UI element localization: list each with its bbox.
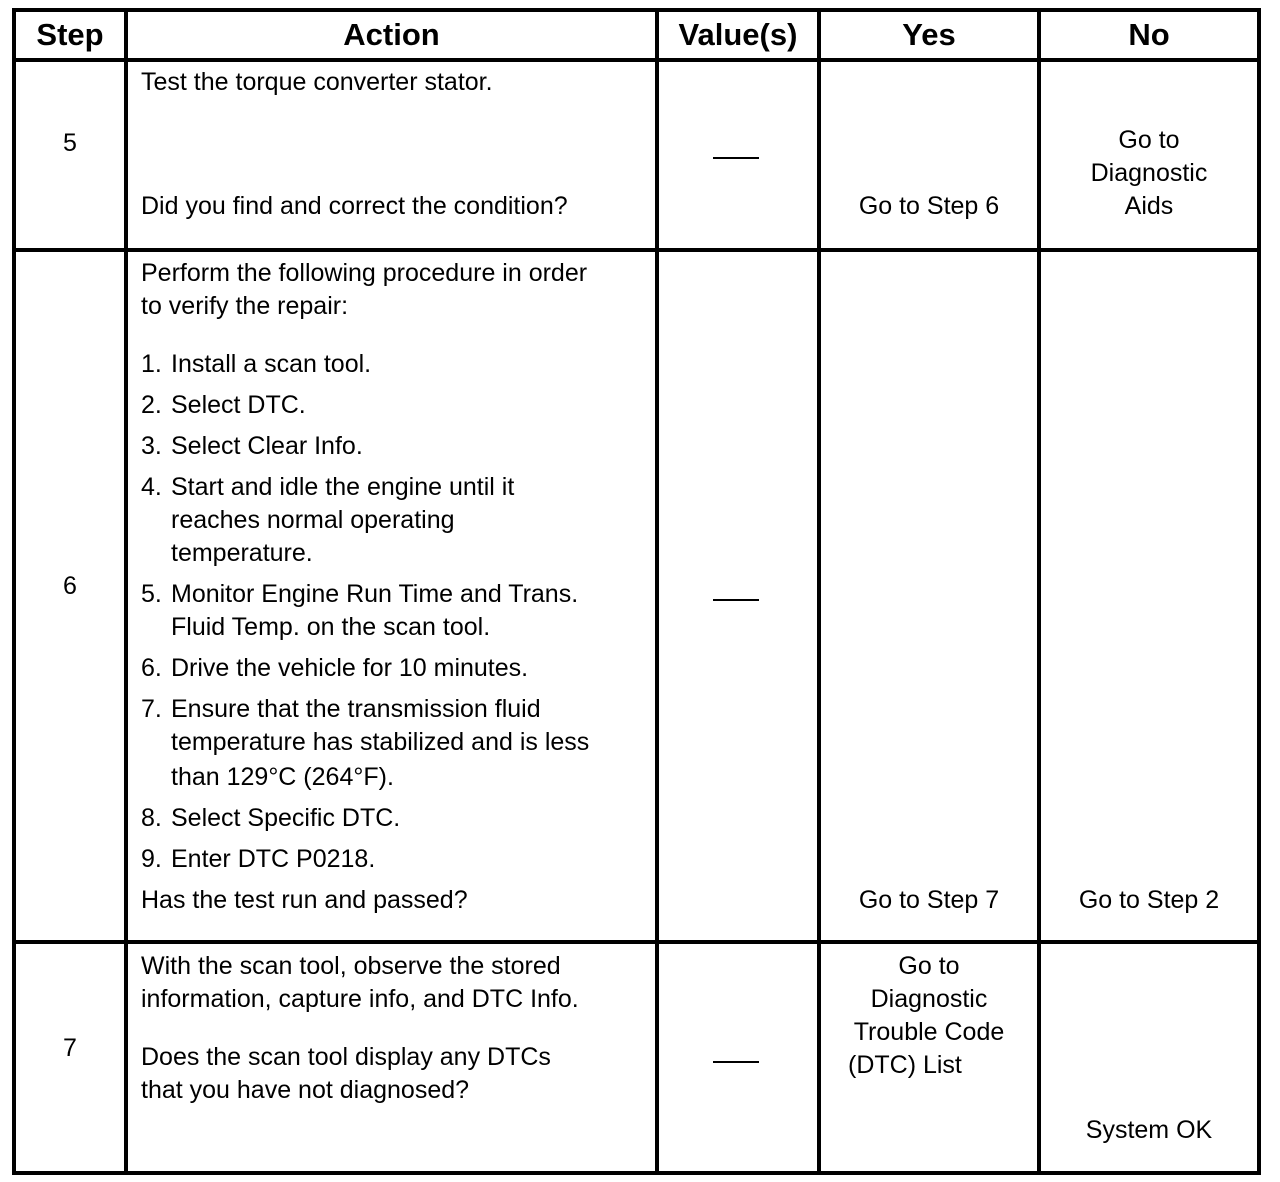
procedure-step-text: Select DTC. bbox=[171, 391, 306, 419]
procedure-step-number: 1. bbox=[141, 350, 162, 378]
action-question: Does the scan tool display any DTCs bbox=[141, 1043, 551, 1071]
action-text: information, capture info, and DTC Info. bbox=[141, 985, 579, 1013]
no-cell-line: Aids bbox=[1124, 192, 1174, 220]
procedure-step-number: 5. bbox=[141, 580, 162, 608]
header-yes: Yes bbox=[902, 17, 956, 52]
header-no: No bbox=[1128, 17, 1170, 52]
no-cell-line: Go to bbox=[1118, 126, 1180, 154]
action-question: that you have not diagnosed? bbox=[141, 1076, 470, 1104]
procedure-step-number: 4. bbox=[141, 473, 162, 501]
no-cell-line: Diagnostic bbox=[1090, 159, 1208, 187]
action-intro-line: to verify the repair: bbox=[141, 292, 349, 320]
procedure-step-number: 8. bbox=[141, 804, 162, 832]
column-divider bbox=[655, 12, 659, 1171]
step-number: 6 bbox=[63, 572, 77, 600]
column-divider bbox=[124, 12, 128, 1171]
row-divider bbox=[16, 248, 1257, 252]
procedure-step-text: reaches normal operating bbox=[171, 506, 455, 534]
action-question: Did you find and correct the condition? bbox=[141, 192, 568, 220]
procedure-step-text: Monitor Engine Run Time and Trans. bbox=[171, 580, 579, 608]
procedure-step-text: temperature has stabilized and is less bbox=[171, 728, 590, 756]
step-number: 7 bbox=[63, 1034, 77, 1062]
yes-cell-line: Go to bbox=[898, 952, 960, 980]
procedure-step-number: 7. bbox=[141, 695, 162, 723]
procedure-step-number: 9. bbox=[141, 845, 162, 873]
procedure-step-text: Start and idle the engine until it bbox=[171, 473, 515, 501]
action-text: Test the torque converter stator. bbox=[141, 68, 493, 96]
procedure-step-text: temperature. bbox=[171, 539, 313, 567]
procedure-step-text: Select Clear Info. bbox=[171, 432, 363, 460]
row-divider bbox=[16, 940, 1257, 944]
step-number: 5 bbox=[63, 129, 77, 157]
header-action: Action bbox=[343, 17, 440, 52]
yes-cell-line: (DTC) List bbox=[848, 1051, 962, 1079]
procedure-step-number: 6. bbox=[141, 654, 162, 682]
header-values: Value(s) bbox=[678, 17, 798, 52]
yes-cell: Go to Step 7 bbox=[858, 886, 1000, 914]
header-step: Step bbox=[36, 17, 104, 52]
value-dash bbox=[713, 1061, 759, 1063]
action-question: Has the test run and passed? bbox=[141, 886, 468, 914]
no-cell: System OK bbox=[1085, 1116, 1213, 1144]
value-dash bbox=[713, 599, 759, 601]
procedure-step-text: Drive the vehicle for 10 minutes. bbox=[171, 654, 529, 682]
procedure-step-text: Select Specific DTC. bbox=[171, 804, 401, 832]
no-cell: Go to Step 2 bbox=[1078, 886, 1220, 914]
procedure-step-text: Fluid Temp. on the scan tool. bbox=[171, 613, 491, 641]
yes-cell-line: Diagnostic bbox=[870, 985, 988, 1013]
procedure-step-text: Enter DTC P0218. bbox=[171, 845, 376, 873]
procedure-step-number: 2. bbox=[141, 391, 162, 419]
value-dash bbox=[713, 157, 759, 159]
action-intro-line: Perform the following procedure in order bbox=[141, 259, 588, 287]
procedure-step-text: Ensure that the transmission fluid bbox=[171, 695, 541, 723]
procedure-step-text: than 129°C (264°F). bbox=[171, 763, 394, 791]
diagnostic-table bbox=[12, 8, 1261, 1175]
procedure-step-number: 3. bbox=[141, 432, 162, 460]
yes-cell-line: Trouble Code bbox=[853, 1018, 1005, 1046]
row-divider bbox=[16, 58, 1257, 62]
procedure-step-text: Install a scan tool. bbox=[171, 350, 372, 378]
yes-cell: Go to Step 6 bbox=[858, 192, 1000, 220]
action-text: With the scan tool, observe the stored bbox=[141, 952, 561, 980]
